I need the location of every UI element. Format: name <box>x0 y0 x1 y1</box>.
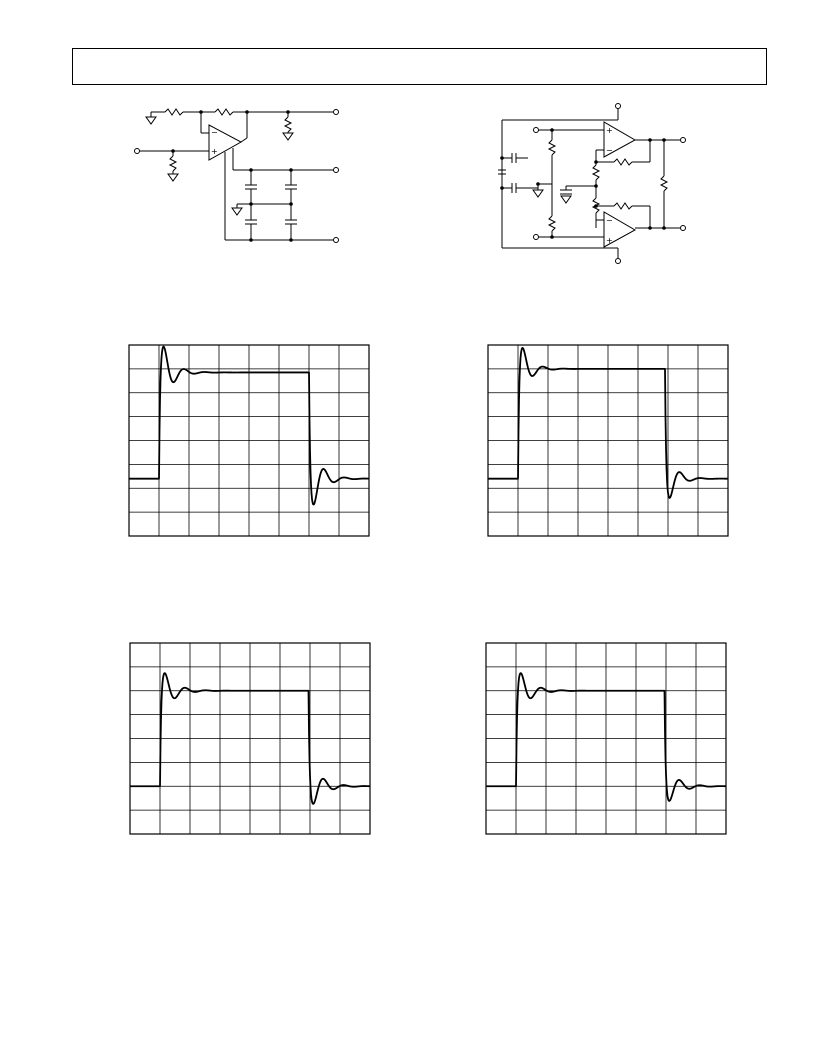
output-terminal-icon <box>681 138 686 143</box>
input-terminal-icon <box>534 235 539 240</box>
resistor-icon <box>549 140 555 155</box>
scope-display <box>485 642 727 835</box>
scope-top-left <box>128 344 370 537</box>
scope-bottom-right <box>485 642 727 835</box>
schematic-single-ended-driver <box>125 100 355 250</box>
svg-text:−: − <box>606 146 613 155</box>
schematic-differential-driver <box>492 100 692 265</box>
resistor-icon <box>661 176 667 191</box>
output-terminal-icon <box>334 110 339 115</box>
resistor-icon <box>215 109 233 115</box>
supply-terminal-icon <box>616 104 621 109</box>
svg-text:−: − <box>211 128 218 137</box>
ground-icon <box>283 133 293 140</box>
scope-top-right <box>487 344 729 537</box>
scope-display <box>128 344 370 537</box>
ground-icon <box>561 196 571 203</box>
resistor-icon <box>170 156 176 171</box>
output-terminal-icon <box>681 226 686 231</box>
output-terminal-icon <box>334 238 339 243</box>
resistor-icon <box>165 109 183 115</box>
input-terminal-icon <box>135 149 140 154</box>
scope-display <box>129 642 371 835</box>
ground-icon <box>533 190 543 197</box>
svg-text:+: + <box>606 236 613 245</box>
svg-text:+: + <box>211 147 218 156</box>
resistor-icon <box>614 203 632 209</box>
resistor-icon <box>593 165 599 180</box>
resistor-icon <box>549 216 555 231</box>
scope-bottom-left <box>129 642 371 835</box>
supply-terminal-icon <box>616 259 621 264</box>
resistor-icon <box>285 117 291 132</box>
ground-icon <box>168 174 178 181</box>
input-terminal-icon <box>534 128 539 133</box>
page-header-box <box>72 48 767 85</box>
ground-icon <box>232 208 242 215</box>
ground-icon <box>146 117 156 124</box>
resistor-icon <box>614 159 632 165</box>
output-terminal-icon <box>334 168 339 173</box>
svg-text:−: − <box>606 216 613 225</box>
scope-display <box>487 344 729 537</box>
svg-text:+: + <box>606 126 613 135</box>
